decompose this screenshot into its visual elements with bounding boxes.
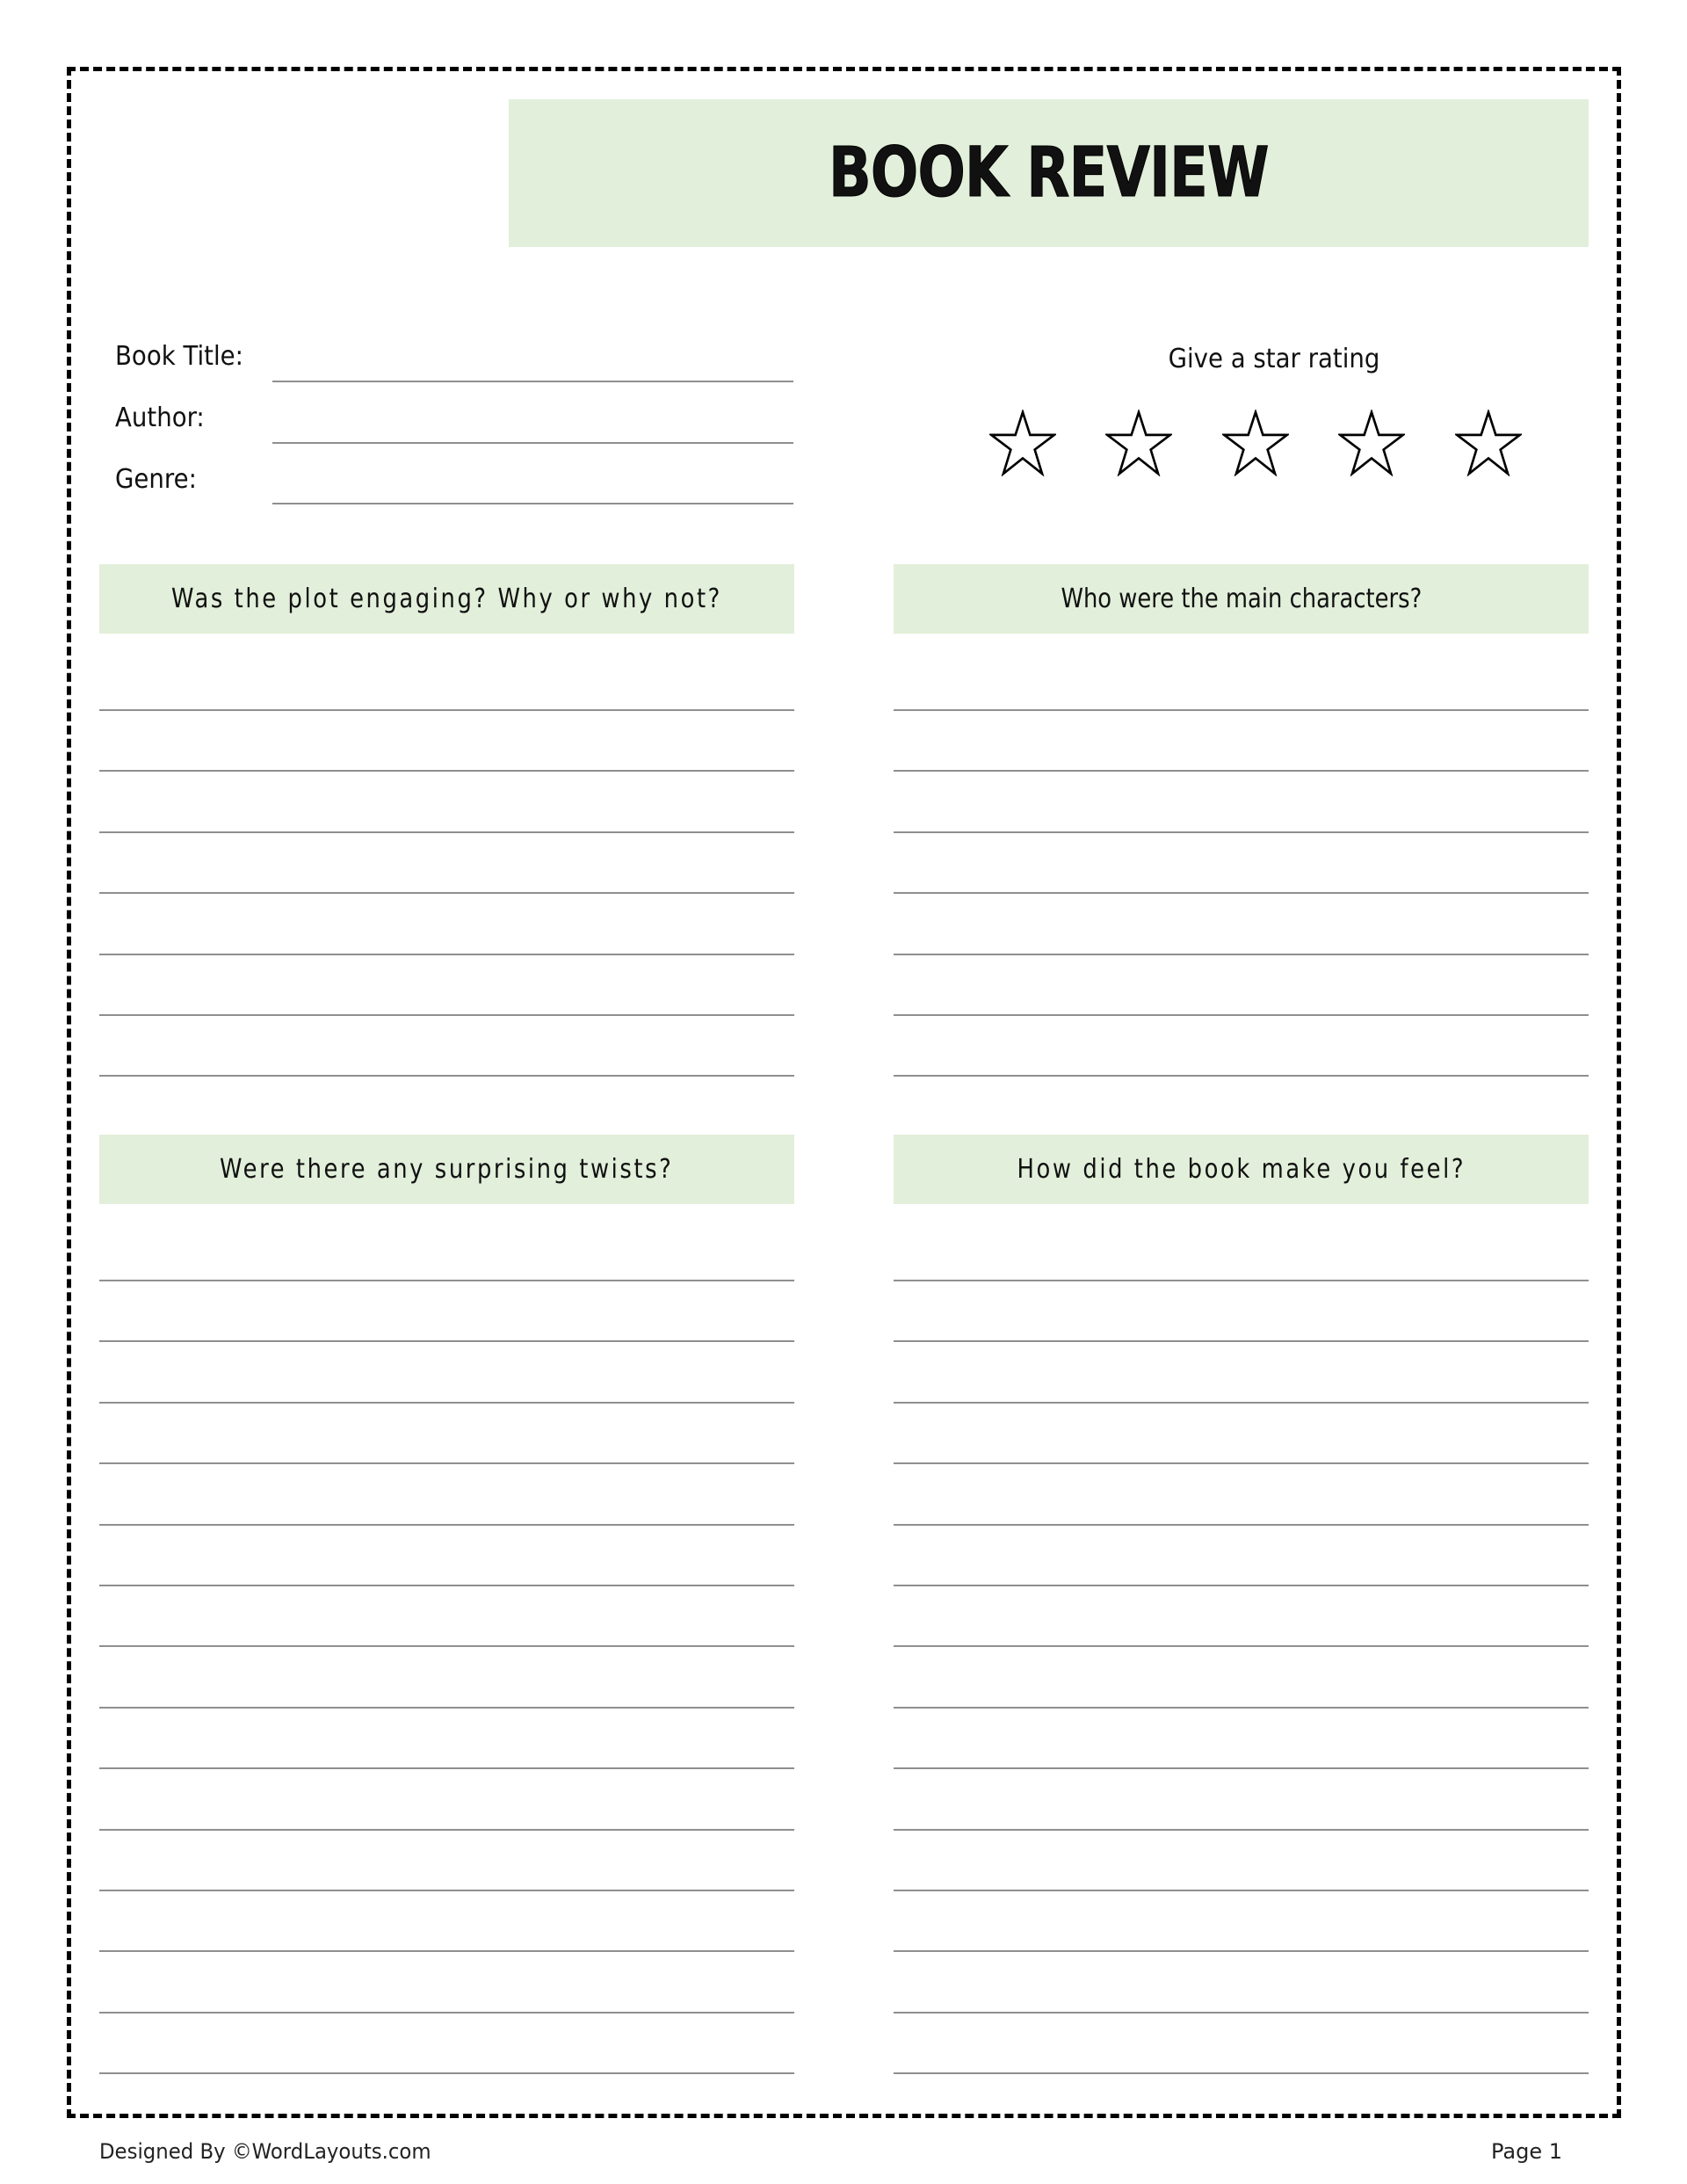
- answer-line[interactable]: [99, 2072, 794, 2074]
- answer-line[interactable]: [99, 709, 794, 711]
- answer-line[interactable]: [894, 1340, 1589, 1342]
- title-banner: [509, 99, 1589, 247]
- star-4-icon[interactable]: [1338, 410, 1405, 476]
- answer-line[interactable]: [99, 1280, 794, 1281]
- section-header-feelings: [894, 1135, 1589, 1204]
- answer-line[interactable]: [894, 1645, 1589, 1647]
- answer-line[interactable]: [99, 1075, 794, 1077]
- answer-line[interactable]: [894, 831, 1589, 833]
- answer-line[interactable]: [894, 1585, 1589, 1586]
- page-title: BOOK REVIEW: [829, 134, 1269, 213]
- answer-line[interactable]: [99, 1014, 794, 1016]
- answer-line[interactable]: [894, 1890, 1589, 1891]
- answer-line[interactable]: [99, 1585, 794, 1586]
- answer-line[interactable]: [99, 770, 794, 772]
- book-title-field[interactable]: [272, 381, 793, 382]
- answer-line[interactable]: [99, 2012, 794, 2013]
- genre-field[interactable]: [272, 503, 793, 504]
- star-2-icon[interactable]: [1105, 410, 1172, 476]
- footer-credit: Designed By ©WordLayouts.com: [99, 2139, 431, 2164]
- answer-line[interactable]: [894, 1707, 1589, 1709]
- section-question-plot: Was the plot engaging? Why or why not?: [171, 583, 722, 614]
- answer-line[interactable]: [99, 1829, 794, 1831]
- answer-line[interactable]: [894, 1950, 1589, 1952]
- answer-line[interactable]: [894, 1402, 1589, 1404]
- section-header-characters: [894, 564, 1589, 634]
- answer-line[interactable]: [99, 1524, 794, 1526]
- answer-line[interactable]: [894, 954, 1589, 955]
- star-rating: [0, 410, 1687, 476]
- genre-label: Genre:: [115, 464, 197, 495]
- answer-line[interactable]: [894, 1462, 1589, 1464]
- answer-line[interactable]: [894, 1280, 1589, 1281]
- star-3-icon[interactable]: [1222, 410, 1289, 476]
- answer-line[interactable]: [99, 1707, 794, 1709]
- page-number: Page 1: [1491, 2139, 1562, 2164]
- answer-line[interactable]: [894, 1829, 1589, 1831]
- section-header-twists: [99, 1135, 794, 1204]
- star-5-icon[interactable]: [1455, 410, 1522, 476]
- answer-line[interactable]: [99, 1645, 794, 1647]
- answer-line[interactable]: [894, 1075, 1589, 1077]
- section-question-twists: Were there any surprising twists?: [220, 1153, 674, 1185]
- book-title-label: Book Title:: [115, 341, 243, 372]
- answer-line[interactable]: [894, 892, 1589, 894]
- answer-line[interactable]: [99, 1890, 794, 1891]
- answer-line[interactable]: [894, 770, 1589, 772]
- answer-line[interactable]: [99, 1402, 794, 1404]
- answer-line[interactable]: [99, 954, 794, 955]
- answer-line[interactable]: [894, 2072, 1589, 2074]
- answer-line[interactable]: [894, 2012, 1589, 2013]
- star-1-icon[interactable]: [989, 410, 1056, 476]
- answer-line[interactable]: [99, 1950, 794, 1952]
- answer-line[interactable]: [99, 831, 794, 833]
- answer-line[interactable]: [99, 1767, 794, 1769]
- author-label: Author:: [115, 403, 205, 433]
- answer-line[interactable]: [894, 1524, 1589, 1526]
- answer-line[interactable]: [99, 1462, 794, 1464]
- section-question-characters: Who were the main characters?: [1061, 583, 1422, 614]
- rating-label: Give a star rating: [1168, 344, 1380, 374]
- section-header-plot: [99, 564, 794, 634]
- section-question-feelings: How did the book make you feel?: [1017, 1153, 1466, 1185]
- answer-line[interactable]: [894, 1767, 1589, 1769]
- answer-line[interactable]: [99, 1340, 794, 1342]
- answer-line[interactable]: [894, 709, 1589, 711]
- answer-line[interactable]: [99, 892, 794, 894]
- answer-line[interactable]: [894, 1014, 1589, 1016]
- page-border: [67, 67, 1621, 2118]
